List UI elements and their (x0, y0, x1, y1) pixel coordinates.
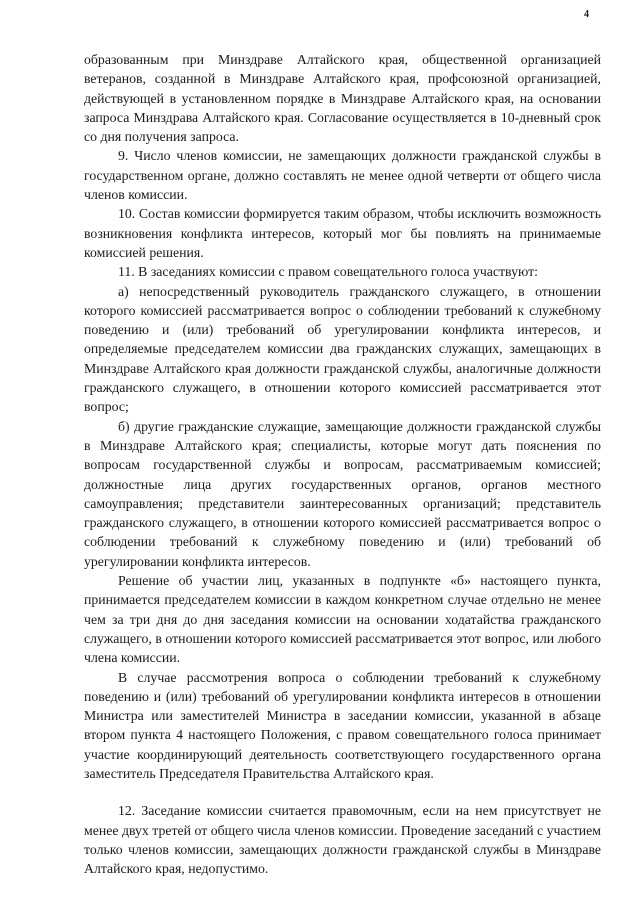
paragraph-decision: Решение об участии лиц, указанных в подпункте «б» настоящего пункта, принимается председателем комиссии в каждом конкретном случае отдельно не менее чем за три дня до дня заседания комиссии на основании ходатайства гражданского служащего, в отношении которого комиссией рассматривается этот вопрос, или любого члена комиссии. (84, 573, 601, 666)
page-number: 4 (584, 9, 589, 20)
paragraph-subitem-a: а) непосредственный руководитель гражданского служащего, в отношении которого комиссией рассматривается вопрос о соблюдении требований к служебному поведению и (или) требований об урегулировании конфликта интересов, и определяемые председателем комиссии два гражданских служащих, замещающих в Минздраве Алтайского края должности гражданской службы, аналогичные должности гражданского служащего, в отношении которого комиссией рассматривается этот вопрос; (84, 283, 601, 415)
paragraph-item-12: 12. Заседание комиссии считается правомочным, если на нем присутствует не менее двух третей от общего числа членов комиссии. Проведение заседаний с участием только членов комиссии, замещающих должности гражданской службы в Минздраве Алтайского края, недопустимо. (84, 803, 601, 877)
paragraph-minister-case: В случае рассмотрения вопроса о соблюдении требований к служебному поведению и (или) требований об урегулировании конфликта интересов в отношении Министра или заместителей Министра в заседании комиссии, указанной в абзаце втором пункта 4 настоящего Положения, с правом совещательного голоса принимает участие координирующий деятельность соответствующего государственного органа заместитель Председателя Правительства Алтайского края. (84, 669, 601, 781)
document-body (84, 50, 601, 878)
paragraph-continuation: образованным при Минздраве Алтайского края, общественной организацией ветеранов, созданной в Минздраве Алтайского края, профсоюзной организацией, действующей в установленном порядке в Минздраве Алтайского края, на основании запроса Минздрава Алтайского края. Согласование осуществляется в 10-дневный срок со дня получения запроса. (84, 52, 601, 145)
paragraph-item-10: 10. Состав комиссии формируется таким образом, чтобы исключить возможность возникновения конфликта интересов, который мог бы повлиять на принимаемые комиссией решения. (84, 206, 601, 260)
paragraph-subitem-b: б) другие гражданские служащие, замещающие должности гражданской службы в Минздраве Алтайского края; специалисты, которые могут дать пояснения по вопросам государственной службы и вопросам, рассматриваемым комиссией; должностные лица других государственных органов, органов местного самоуправления; представители заинтересованных организаций; представитель гражданского служащего, в отношении которого комиссией рассматривается вопрос о соблюдении требований к служебному поведению и (или) требований об урегулировании конфликта интересов. (84, 418, 601, 569)
paragraph-item-11: 11. В заседаниях комиссии с правом совещательного голоса участвуют: (118, 264, 538, 280)
paragraph-item-9: 9. Число членов комиссии, не замещающих должности гражданской службы в государственном органе, должно составлять не менее одной четверти от общего числа членов комиссии. (84, 148, 601, 203)
